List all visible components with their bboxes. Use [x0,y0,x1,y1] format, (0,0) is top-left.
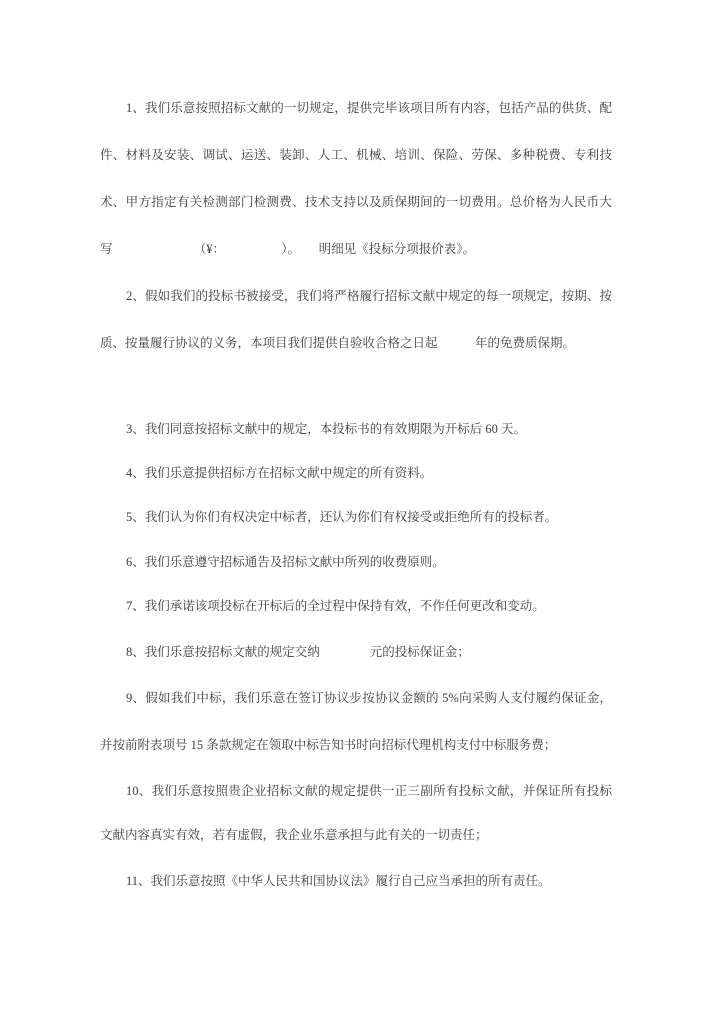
paragraph-line: 术、甲方指定有关检测部门检测费、技术支持以及质保期间的一切费用。总价格为人民币大 [100,195,612,209]
paragraph-line: 5、我们认为你们有权决定中标者，还认为你们有权接受或拒绝所有的投标者。 [126,510,558,524]
paragraph-line: 11、我们乐意按照《中华人民共和国协议法》履行自己应当承担的所有责任。 [126,874,551,888]
paragraph-line: 4、我们乐意提供招标方在招标文献中规定的所有资料。 [126,466,433,480]
paragraph-line-warranty-blank: 质、按量履行协议的义务，本项目我们提供自验收合格之日起 年的免费质保期。 [100,336,576,350]
paragraph-line: 并按前附表项号 15 条款规定在领取中标告知书时向招标代理机构支付中标服务费； [100,738,557,752]
paragraph-line: 9、假如我们中标，我们乐意在签订协议步按协议金额的 5%向采购人支付履约保证金， [126,691,612,705]
paragraph-line-price-blank: 写 （¥： ）。 明细见《投标分项报价表》。 [100,242,476,256]
paragraph-line: 1、我们乐意按照招标文献的一切规定，提供完毕该项目所有内容，包括产品的供货、配 [126,101,612,115]
paragraph-line: 件、材料及安装、调试、运送、装卸、人工、机械、培训、保险、劳保、多种税费、专利技 [100,148,612,162]
paragraph-line: 2、假如我们的投标书被接受，我们将严格履行招标文献中规定的每一项规定，按期、按 [126,289,612,303]
paragraph-line-deposit-blank: 8、我们乐意按招标文献的规定交纳 元的投标保证金； [126,645,470,659]
paragraph-line: 6、我们乐意遵守招标通告及招标文献中所列的收费原则。 [126,555,445,569]
paragraph-line: 7、我们承诺该项投标在开标后的全过程中保持有效，不作任何更改和变动。 [126,599,545,613]
paragraph-line: 文献内容真实有效，若有虚假，我企业乐意承担与此有关的一切责任； [100,828,488,842]
paragraph-line: 3、我们同意按招标文献中的规定，本投标书的有效期限为开标后 60 天。 [126,422,527,436]
paragraph-line: 10、我们乐意按照贵企业招标文献的规定提供一正三副所有投标文献，并保证所有投标 [126,784,612,798]
